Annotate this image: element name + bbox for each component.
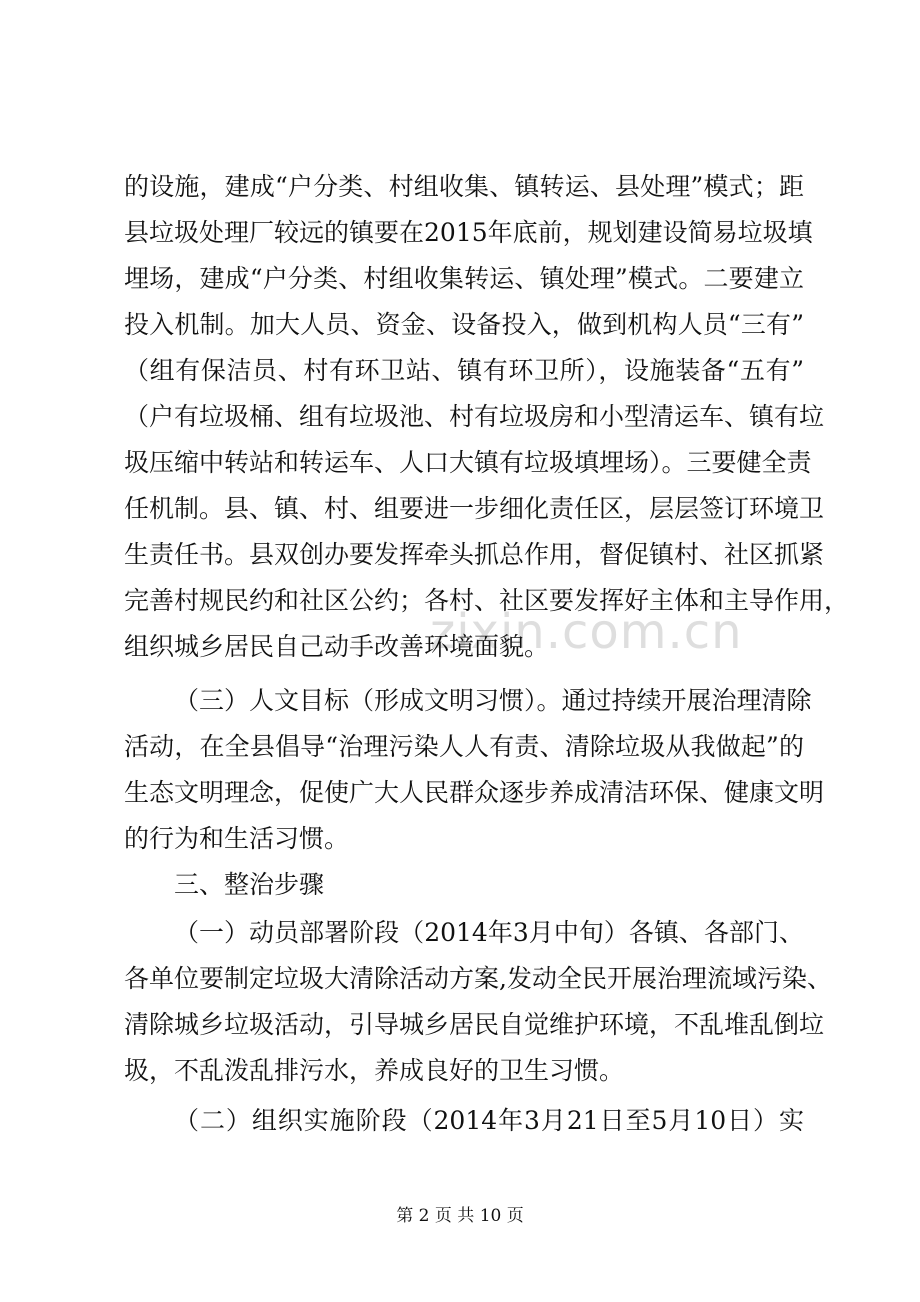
text-line-3: 埋场，建成“户分类、村组收集转运、镇处理”模式。二要建立 [124, 264, 804, 293]
text-line-21: （二）组织实施阶段（2014年3月21日至5月10日）实 [174, 1106, 804, 1135]
text-line-19: 清除城乡垃圾活动，引导城乡居民自觉维护环境，不乱堆乱倒垃 [124, 1010, 825, 1039]
text-line-5: （组有保洁员、村有环卫站、镇有环卫所），设施装备“五有” [124, 356, 804, 385]
text-line-17: （一）动员部署阶段（2014年3月中旬）各镇、各部门、 [174, 918, 804, 947]
text-line-7: 圾压缩中转站和转运车、人口大镇有垃圾填埋场）。三要健全责 [124, 448, 812, 477]
page-footer: 第 2 页 共 10 页 [396, 1206, 524, 1226]
section-heading: 三、整治步骤 [174, 870, 325, 899]
text-line-2: 县垃圾处理厂较远的镇要在2015年底前，规划建设简易垃圾填 [124, 218, 813, 247]
text-line-12: （三）人文目标（形成文明习惯）。通过持续开展治理清除 [174, 686, 812, 715]
text-line-6: （户有垃圾桶、组有垃圾池、村有垃圾房和小型清运车、镇有垃 [124, 402, 825, 431]
text-line-10: 完善村规民约和社区公约；各村、社区要发挥好主体和主导作用， [124, 586, 850, 615]
watermark: zixin.com.cn [430, 604, 743, 660]
text-line-15: 的行为和生活习惯。 [124, 824, 350, 853]
text-line-11: 组织城乡居民自己动手改善环境面貌。 [124, 632, 550, 661]
text-line-14: 生态文明理念，促使广大人民群众逐步养成清洁环保、健康文明 [124, 778, 825, 807]
text-line-4: 投入机制。加大人员、资金、设备投入，做到机构人员“三有” [124, 310, 804, 339]
text-line-13: 活动，在全县倡导“治理污染人人有责、清除垃圾从我做起”的 [124, 732, 804, 761]
text-line-9: 生责任书。县双创办要发挥牵头抓总作用，督促镇村、社区抓紧 [124, 540, 825, 569]
text-line-8: 任机制。县、镇、村、组要进一步细化责任区，层层签订环境卫 [124, 494, 825, 523]
text-line-1: 的设施，建成“户分类、村组收集、镇转运、县处理”模式；距 [124, 172, 804, 201]
text-line-18: 各单位要制定垃圾大清除活动方案,发动全民开展治理流域污染、 [124, 964, 832, 993]
text-line-20: 圾，不乱泼乱排污水，养成良好的卫生习惯。 [124, 1056, 625, 1085]
